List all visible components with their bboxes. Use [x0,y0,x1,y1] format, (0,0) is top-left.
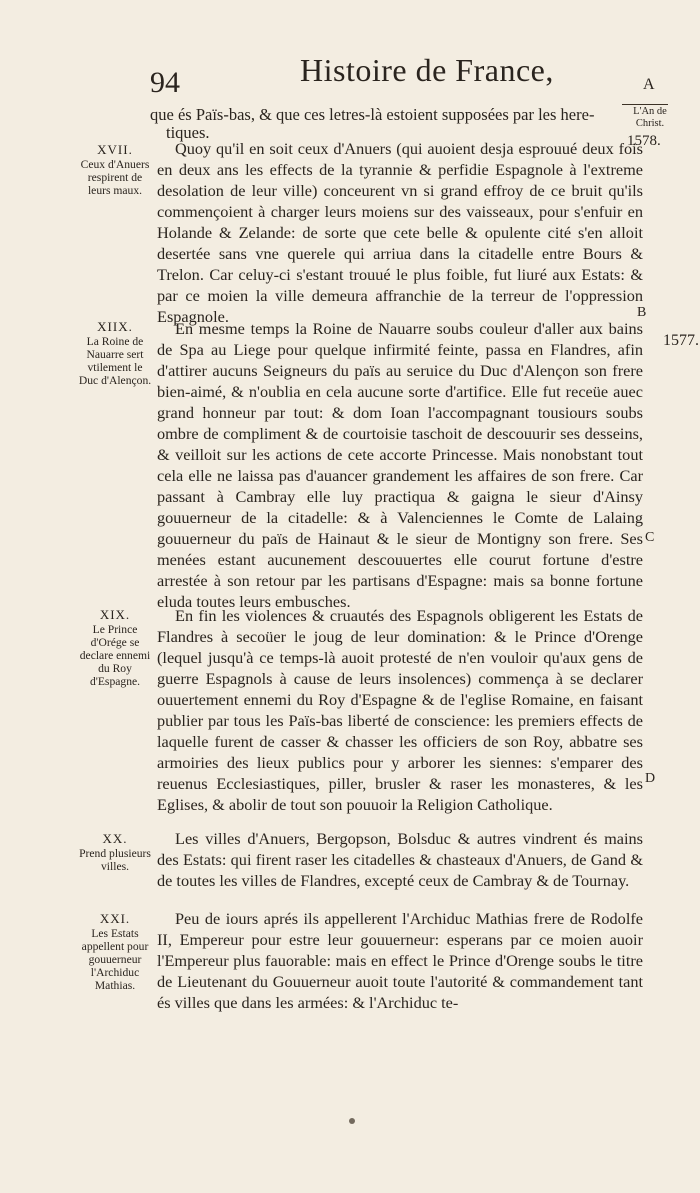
continuation-line: que és Païs-bas, & que ces letres-là estoient supposées par les here- [150,105,595,124]
continuation-word: tiques. [166,123,210,142]
margin-note-19 [78,608,152,688]
paragraph-number: XVII. [97,142,133,157]
section-letter-b: B [637,305,647,320]
margin-summary: Ceux d'Anuers respirent de leurs maux. [80,158,150,197]
margin-summary: Les Estats appellent pour gouuerneur l'Archiduc Mathias. [81,927,149,992]
year-1578: 1578. [627,133,661,149]
running-title: Histoire de France, [300,52,554,88]
paragraph-21: Peu de iours aprés ils appellerent l'Archiduc Mathias frere de Rodolfe II, Empereur pour estre leur gouuerneur: esperans par ce moien auoir l'Empereur plus fauorable: mais en effect le Prince d'Orenge soubs le titre de Lieutenant du Gouuerneur auoit toute l'autorité & commandement tant és villes que dans les armées: & l'Archiduc te- [157,909,643,1012]
margin-note-18 [78,320,152,387]
paragraph-number: XIIX. [97,319,133,334]
paragraph-19: En fin les violences & cruautés des Espagnols obligerent les Estats de Flandres à secoüer le joug de leur domination: & le Prince d'Orenge (lequel jusqu'à ce temps-là auoit protesté de n'en vouloir qu'aux gens de guerre Espagnols à cause de leurs insolences) commença à se declarer ouuertement ennemi du Roy d'Espagne & de l'eglise Romaine, en faisant publier par tous les Païs-bas liberté de conscience: les premiers effects de laquelle furent de casser & chasser les officiers de son Roy, abbatre ses armoiries des lieux publics pour y arborer les siennes: s'emparer des reuenus Ecclesiastiques, piller, brusler & raser les monasteres, & les Eglises, & abolir de tout son pouuoir la Religion Catholique. [157,606,643,814]
margin-note-17 [78,143,152,197]
margin-summary: Le Prince d'Orége se declare ennemi du Roy d'Espagne. [79,623,151,688]
paragraph-number: XXI. [99,911,131,926]
margin-summary: La Roine de Nauarre sert vtilement le Duc d'Alençon. [78,335,152,387]
paragraph-number: XX. [102,831,128,846]
signature-mark: A [643,76,655,93]
paragraph-number: XIX. [99,607,131,622]
year-1577: 1577. [663,332,699,349]
margin-note-20 [78,832,152,873]
year-note: L'An de Christ. [633,106,667,129]
margin-note-21 [78,912,152,992]
ink-spot [349,1118,355,1124]
margin-summary: Prend plusieurs villes. [79,847,151,873]
section-letter-d: D [645,771,656,786]
paragraph-20: Les villes d'Anuers, Bergopson, Bolsduc & autres vindrent és mains des Estats: qui firent raser les citadelles & chasteaux d'Anuers, de Gand & de toutes les villes de Flandres, excepté ceux de Cambray & de Tournay. [157,829,643,890]
paragraph-17: Quoy qu'il en soit ceux d'Anuers (qui auoient desja esprouué deux fois en deux ans les effects de la tyrannie & perfidie Espagnole à l'extreme desolation de leur ville) conceurent vn si grand effroy de ce bruit qu'ils commençoient à charger leurs moiens sur des vaisseaux, pour s'enfuir en Holande & Zelande: de sorte que cete belle & opulente cité s'en alloit desertée sans vne querele qui arriua dans la citadelle entre Bours & Trelon. Car celuy-ci s'estant trouué le plus foible, fut liuré aux Estats: & par ce moien la ville demeura affranchie de la terreur de l'oppression Espagnole. [157,139,643,326]
header-rule [622,104,668,105]
page-number: 94 [150,66,180,99]
paragraph-18: En mesme temps la Roine de Nauarre soubs couleur d'aller aux bains de Spa au Liege pour quelque infirmité feinte, passa en Flandres, afin d'attirer aucuns Seigneurs du païs au seruice du Duc d'Alençon son frere bien-aimé, & n'oublia en cela aucune sorte d'artifice. Elle fut receüe auec grand honneur par tout: & dom Ioan l'accompagnant tousiours soubs ombre de compliment & de courtoisie taschoit de descouurir ses desseins, & veilloit sur les actions de cete accorte Princesse. Mais nonobstant tout cela elle ne laissa pas d'auancer grandement les affaires de son frere. Car passant à Cambray elle luy practiqua & gaigna le sieur d'Ainsy gouuerneur de la citadelle: & à Valenciennes le Comte de Lalaing gouuerneur du païs de Hainaut & le sieur de Montigny son frere. Ses menées estant aucunement descouuertes elle courut fortune d'estre arrestée à son retour par les partisans d'Espagne: mais sa bonne fortune eluda toutes leurs embusches. [157,319,643,611]
section-letter-c: C [645,530,655,545]
